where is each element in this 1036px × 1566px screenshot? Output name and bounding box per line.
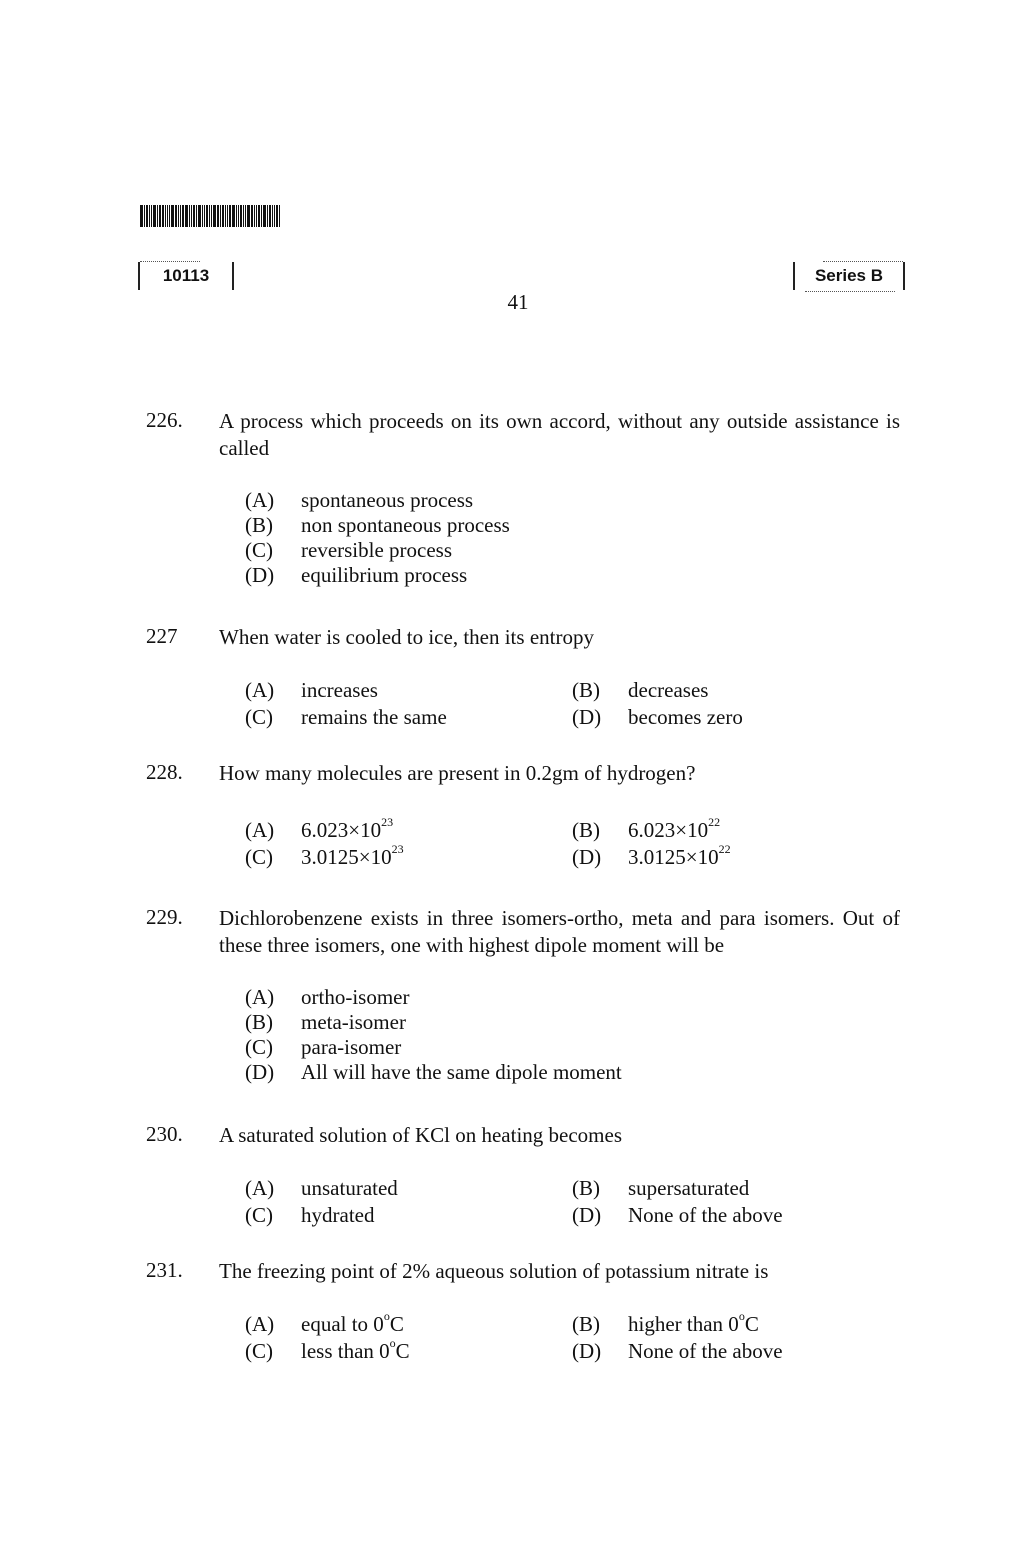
degree-symbol: o — [383, 1309, 390, 1323]
option-text: equilibrium process — [301, 563, 468, 587]
barcode-bar — [225, 205, 226, 227]
barcode-bar — [229, 205, 231, 227]
barcode-bar — [175, 205, 177, 227]
barcode-bar — [198, 205, 201, 227]
option-text — [628, 844, 731, 871]
barcode-bar — [209, 205, 210, 227]
option-exponent: 23 — [391, 842, 404, 856]
option-text: remains the same — [301, 705, 447, 729]
option-label: (B) — [572, 1312, 600, 1336]
question-text: A process which proceeds on its own accord, without any outside assistance is called — [219, 409, 900, 460]
option-text — [628, 1311, 759, 1338]
barcode-bar — [238, 205, 239, 227]
option-text — [301, 1338, 410, 1365]
question-number: 230. — [146, 1122, 183, 1146]
question-number: 227 — [146, 624, 178, 648]
barcode-bar — [204, 205, 205, 227]
barcode-bar — [263, 205, 266, 227]
option-c — [245, 844, 572, 871]
barcode-bar — [261, 205, 262, 227]
barcode-bar — [144, 205, 145, 227]
option-label: (D) — [572, 1339, 602, 1363]
option-a — [245, 677, 572, 704]
option-b — [572, 677, 899, 704]
option-b — [245, 1010, 900, 1035]
question-231 — [140, 1258, 900, 1365]
option-c — [245, 1202, 572, 1229]
option-d — [572, 704, 899, 731]
page-number: 41 — [507, 290, 529, 314]
barcode-bar — [162, 205, 164, 227]
barcode-bar — [279, 205, 280, 227]
option-tail: C — [389, 1312, 404, 1336]
option-text — [628, 817, 720, 844]
exam-code: 10113 — [162, 266, 210, 285]
option-b — [572, 817, 899, 844]
option-label: (A) — [245, 678, 275, 702]
option-label: (A) — [245, 1176, 275, 1200]
option-tail: C — [744, 1312, 759, 1336]
barcode-bar — [220, 205, 221, 227]
barcode-bar — [182, 205, 184, 227]
option-tail: C — [395, 1339, 410, 1363]
option-label: (B) — [572, 678, 600, 702]
option-d — [572, 1338, 899, 1365]
question-227 — [140, 624, 900, 731]
option-label: (D) — [245, 563, 275, 587]
question-number: 226. — [146, 408, 183, 432]
question-text: Dichlorobenzene exists in three isomers-ortho, meta and para isomers. Out of these three isomers, one with highest dipole moment will be — [219, 906, 900, 957]
barcode-bar — [140, 205, 143, 227]
option-exponent: 22 — [718, 842, 731, 856]
barcode-bar — [167, 205, 168, 227]
barcode-bar — [191, 205, 192, 227]
options-grid — [245, 1311, 900, 1365]
option-d — [572, 1202, 899, 1229]
barcode-bar — [269, 205, 271, 227]
option-text: supersaturated — [628, 1176, 750, 1200]
option-a — [245, 488, 900, 513]
exam-code-box — [138, 262, 234, 290]
options-list — [245, 985, 900, 1085]
barcode-bar — [256, 205, 257, 227]
barcode-bar — [178, 205, 179, 227]
barcode-bar — [274, 205, 275, 227]
option-b — [245, 513, 900, 538]
option-exponent: 23 — [381, 815, 394, 829]
question-text: How many molecules are present in 0.2gm of hydrogen? — [219, 761, 696, 785]
option-label: (B) — [572, 818, 600, 842]
option-a — [245, 985, 900, 1010]
barcode-bar — [196, 205, 197, 227]
option-label: (A) — [245, 488, 275, 512]
option-c — [245, 704, 572, 731]
option-label: (A) — [245, 1312, 275, 1336]
barcode-bar — [169, 205, 170, 227]
option-label: (B) — [572, 1176, 600, 1200]
option-text: All will have the same dipole moment — [301, 1060, 622, 1084]
barcode-bar — [159, 205, 161, 227]
option-text — [301, 817, 393, 844]
option-base: 6.023×10 — [301, 818, 382, 842]
barcode — [140, 205, 302, 227]
barcode-bar — [211, 205, 212, 227]
barcode-bar — [213, 205, 216, 227]
option-text: meta-isomer — [301, 1010, 406, 1034]
barcode-bar — [251, 205, 253, 227]
options-list — [245, 488, 900, 588]
option-label: (C) — [245, 705, 273, 729]
option-a — [245, 1175, 572, 1202]
option-base: equal to 0 — [301, 1312, 384, 1336]
option-label: (D) — [245, 1060, 275, 1084]
option-d — [245, 1060, 900, 1085]
barcode-bar — [245, 205, 246, 227]
barcode-bar — [149, 205, 150, 227]
barcode-bar — [267, 205, 268, 227]
barcode-bar — [258, 205, 260, 227]
barcode-bar — [180, 205, 181, 227]
question-text: When water is cooled to ice, then its entropy — [219, 625, 594, 649]
option-text: spontaneous process — [301, 488, 474, 512]
option-b — [572, 1175, 899, 1202]
barcode-bar — [171, 205, 174, 227]
option-label: (D) — [572, 845, 602, 869]
option-text: None of the above — [628, 1339, 783, 1363]
barcode-bar — [232, 205, 235, 227]
option-text: para-isomer — [301, 1035, 402, 1059]
option-a — [245, 817, 572, 844]
option-d — [572, 844, 899, 871]
option-label: (C) — [245, 1035, 273, 1059]
barcode-bar — [206, 205, 208, 227]
option-label: (A) — [245, 985, 275, 1009]
option-text: None of the above — [628, 1203, 783, 1227]
option-label: (A) — [245, 818, 275, 842]
barcode-bar — [185, 205, 188, 227]
option-text: unsaturated — [301, 1176, 398, 1200]
barcode-bar — [151, 205, 152, 227]
option-text: increases — [301, 678, 378, 702]
option-c — [245, 1338, 572, 1365]
barcode-bar — [193, 205, 195, 227]
question-text: The freezing point of 2% aqueous solution of potassium nitrate is — [219, 1259, 769, 1283]
barcode-bar — [227, 205, 228, 227]
option-base: 6.023×10 — [628, 818, 709, 842]
options-grid — [245, 817, 900, 871]
barcode-bar — [157, 205, 158, 227]
question-228 — [140, 760, 900, 871]
option-text: decreases — [628, 678, 709, 702]
option-text: reversible process — [301, 538, 453, 562]
barcode-bar — [243, 205, 244, 227]
question-226 — [140, 408, 900, 588]
option-label: (C) — [245, 1339, 273, 1363]
options-grid — [245, 1175, 900, 1229]
barcode-bar — [272, 205, 273, 227]
option-label: (C) — [245, 845, 273, 869]
option-text — [301, 1311, 404, 1338]
option-label: (D) — [572, 705, 602, 729]
option-label: (D) — [572, 1203, 602, 1227]
option-a — [245, 1311, 572, 1338]
barcode-bar — [153, 205, 156, 227]
question-number: 228. — [146, 760, 183, 784]
option-text: ortho-isomer — [301, 985, 410, 1009]
option-text: non spontaneous process — [301, 513, 510, 537]
option-base: higher than 0 — [628, 1312, 739, 1336]
option-d — [245, 563, 900, 588]
barcode-bar — [217, 205, 219, 227]
option-c — [245, 538, 900, 563]
question-229 — [140, 905, 900, 1085]
barcode-bar — [165, 205, 166, 227]
question-230 — [140, 1122, 900, 1229]
option-b — [572, 1311, 899, 1338]
option-label: (C) — [245, 538, 273, 562]
option-text: becomes zero — [628, 705, 743, 729]
option-base: 3.0125×10 — [301, 845, 392, 869]
barcode-bar — [146, 205, 148, 227]
option-label: (B) — [245, 1010, 273, 1034]
option-text: hydrated — [301, 1203, 375, 1227]
option-label: (B) — [245, 513, 273, 537]
barcode-bar — [202, 205, 203, 227]
option-label: (C) — [245, 1203, 273, 1227]
question-text: A saturated solution of KCl on heating becomes — [219, 1123, 623, 1147]
question-number: 229. — [146, 905, 183, 929]
barcode-bar — [240, 205, 242, 227]
option-exponent: 22 — [708, 815, 721, 829]
option-base: less than 0 — [301, 1339, 390, 1363]
options-grid — [245, 677, 900, 731]
series-box — [793, 262, 905, 290]
option-text — [301, 844, 404, 871]
barcode-bar — [236, 205, 237, 227]
barcode-bar — [254, 205, 255, 227]
degree-symbol: o — [738, 1309, 745, 1323]
question-number: 231. — [146, 1258, 183, 1282]
barcode-bar — [189, 205, 190, 227]
barcode-bar — [276, 205, 278, 227]
degree-symbol: o — [389, 1336, 396, 1350]
series-label: Series B — [814, 266, 884, 285]
barcode-bar — [222, 205, 224, 227]
option-c — [245, 1035, 900, 1060]
option-base: 3.0125×10 — [628, 845, 719, 869]
barcode-bar — [247, 205, 250, 227]
